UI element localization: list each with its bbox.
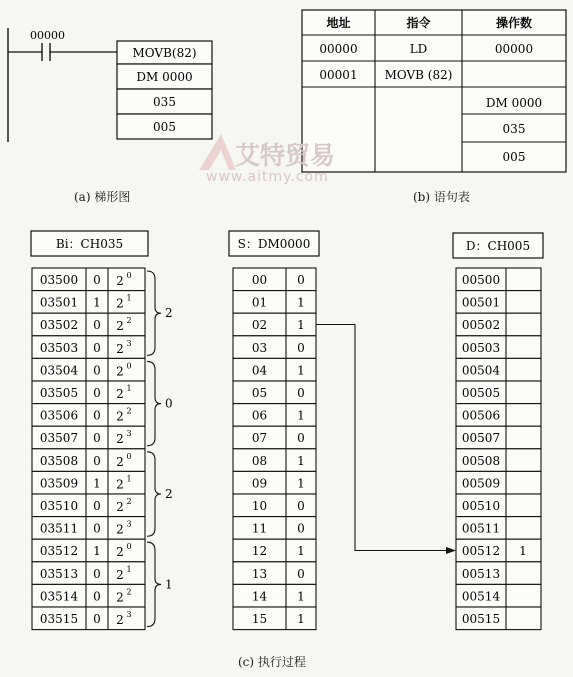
statement-cell: 035 [502,122,526,136]
bi-bit-value: 1 [93,295,101,310]
bi-weight-exponent: 3 [126,338,132,348]
s-rows [233,268,316,630]
d-bit-address: 00514 [461,589,501,604]
d-bit-address: 00506 [461,408,501,423]
bi-weight-exponent: 1 [126,293,132,303]
bi-bit-value: 0 [93,521,101,536]
s-bit-value: 1 [297,318,305,333]
bi-group-digit: 2 [165,487,173,501]
bi-bit-value: 0 [93,318,101,333]
s-bit-value: 1 [297,612,305,626]
bi-bit-value: 0 [93,340,101,355]
bi-weight-base: 2 [116,477,124,492]
statement-caption: (b) 语句表 [413,190,470,204]
statement-cell: 00000 [319,42,358,56]
s-bit-number: 03 [251,340,268,355]
statement-cell: 005 [502,150,526,164]
ladder-diagram [8,28,212,142]
bi-weight-base: 2 [116,409,124,424]
d-bit-address: 00502 [461,318,501,333]
d-bit-address: 00510 [461,499,501,513]
bi-table [31,231,173,630]
bi-weight-base: 2 [116,274,124,288]
statement-header-address: 地址 [326,16,351,30]
d-bit-address: 00503 [461,340,501,355]
s-bit-number: 15 [251,612,268,626]
s-bit-value: 1 [297,295,305,310]
bi-weight-base: 2 [116,454,124,469]
watermark-url: www.aitmy.com [206,169,329,185]
s-bit-number: 07 [251,431,268,446]
bi-group-digit: 0 [165,396,173,411]
bi-bit-value: 1 [93,476,101,491]
d-bit-address: 00505 [461,386,501,400]
transfer-arrow-head [446,547,456,554]
bi-bit-value: 0 [93,499,101,513]
s-bit-value: 0 [297,566,305,581]
instruction-operand-source: DM 0000 [136,70,193,84]
d-bit-address: 00513 [461,566,501,581]
s-bit-number: 02 [251,318,268,333]
bi-bit-address: 03502 [39,318,79,333]
bi-weight-exponent: 0 [126,271,132,280]
s-bit-value: 0 [297,386,305,400]
bi-rows [32,268,173,630]
bi-weight-exponent: 2 [126,316,132,326]
bi-group-digit: 2 [165,306,173,321]
instruction-operand-control: 035 [153,95,176,109]
statement-cell: 00001 [319,68,358,82]
bi-weight-exponent: 3 [126,429,132,439]
bi-bit-address: 03503 [39,340,79,355]
instruction-mnemonic: MOVB(82) [132,46,197,60]
bi-weight-exponent: 1 [126,474,132,484]
bi-bit-address: 03507 [39,431,79,446]
bi-group-digit: 1 [165,577,173,592]
bi-bit-address: 03511 [39,521,79,536]
bi-bit-value: 0 [93,453,101,468]
instruction-operand-destination: 005 [153,120,176,134]
bi-weight-base: 2 [116,296,124,311]
d-bit-address: 00507 [461,431,501,446]
bi-group-brace [147,271,161,355]
s-bit-number: 10 [251,499,268,513]
instruction-box [117,41,212,139]
s-bit-value: 1 [297,363,305,378]
statement-cell: LD [409,42,428,56]
s-bit-number: 06 [251,408,268,423]
bi-weight-base: 2 [116,567,124,582]
s-bit-number: 05 [251,386,268,400]
d-bit-value: 1 [519,544,527,559]
s-table [229,231,319,630]
s-bit-value: 1 [297,453,305,468]
bi-bit-address: 03510 [39,499,79,513]
d-bit-address: 00500 [461,273,501,287]
s-bit-number: 00 [251,273,268,287]
bi-weight-base: 2 [116,364,124,379]
bi-group-brace [147,452,161,536]
bi-weight-exponent: 2 [126,587,132,597]
bi-weight-exponent: 0 [126,361,132,371]
d-table [453,233,543,630]
s-bit-number: 14 [251,589,268,604]
statement-cell: DM 0000 [485,96,543,110]
ladder-caption: (a) 梯形图 [74,190,131,204]
bi-weight-base: 2 [116,432,124,447]
d-bit-address: 00509 [461,476,501,491]
statement-table-frame [302,10,566,172]
bi-bit-address: 03505 [39,386,79,400]
s-bit-value: 1 [297,476,305,491]
bi-bit-address: 03504 [39,363,79,378]
bi-bit-address: 03506 [39,408,79,423]
bi-weight-base: 2 [116,613,124,627]
bi-group-brace [147,542,161,626]
s-bit-number: 01 [251,295,268,310]
s-bit-number: 08 [251,453,268,468]
bi-weight-base: 2 [116,319,124,334]
bi-weight-base: 2 [116,522,124,537]
s-bit-value: 1 [297,544,305,559]
bi-bit-address: 03514 [39,589,79,604]
bi-bit-value: 0 [93,566,101,581]
statement-header-instruction: 指令 [406,16,431,30]
watermark-brand: 艾特贸易 [235,141,336,170]
s-bit-number: 12 [251,544,268,559]
s-bit-value: 0 [297,521,305,536]
bi-weight-base: 2 [116,545,124,560]
bi-weight-exponent: 1 [126,564,132,574]
bi-weight-exponent: 2 [126,497,132,506]
s-bit-number: 11 [251,521,268,536]
bi-bit-value: 0 [93,431,101,446]
bi-weight-exponent: 1 [126,384,132,393]
bi-bit-address: 03512 [39,544,79,559]
bi-weight-base: 2 [116,590,124,605]
bi-bit-value: 0 [93,612,101,626]
d-bit-address: 00511 [461,521,501,536]
d-bit-address: 00515 [461,612,501,626]
statement-header-operand: 操作数 [495,16,533,30]
s-bit-value: 0 [297,273,305,287]
d-bit-address: 00508 [461,453,501,468]
bi-bit-value: 0 [93,408,101,423]
s-bit-value: 1 [297,408,305,423]
bi-bit-address: 03515 [39,612,79,626]
contact-address-label: 00000 [30,29,65,42]
s-bit-number: 09 [251,476,268,491]
d-rows [456,268,541,630]
bi-weight-base: 2 [116,387,124,401]
bi-weight-base: 2 [116,341,124,356]
s-bit-value: 0 [297,340,305,355]
bi-bit-value: 0 [93,363,101,378]
statement-table [302,10,566,172]
bi-table-title: Bi：CH035 [55,237,124,251]
d-bit-address: 00501 [461,295,501,310]
statement-cell: 00000 [494,42,534,56]
bi-bit-value: 0 [93,386,101,400]
bi-weight-exponent: 3 [126,610,132,619]
bi-weight-exponent: 3 [126,519,132,529]
s-bit-number: 04 [251,363,268,378]
transfer-arrow [316,325,456,555]
statement-cell: MOVB (82) [384,68,453,82]
bi-weight-exponent: 0 [126,542,132,552]
bi-bit-address: 03500 [39,273,79,287]
bi-weight-exponent: 2 [126,406,132,416]
d-bit-address: 00512 [461,544,501,559]
transfer-arrow-line [316,325,447,551]
s-bit-number: 13 [251,566,268,581]
s-bit-value: 0 [297,431,305,446]
bi-bit-value: 0 [93,273,101,287]
bi-group-brace [147,361,161,445]
s-bit-value: 0 [297,499,305,513]
bi-bit-value: 0 [93,589,101,604]
bi-bit-address: 03508 [39,453,79,468]
bi-bit-address: 03513 [39,566,79,581]
process-caption: (c) 执行过程 [238,655,306,669]
s-table-title: S：DM0000 [237,237,311,251]
d-table-title: D：CH005 [465,239,531,253]
s-bit-value: 1 [297,589,305,604]
bi-weight-exponent: 0 [126,451,132,461]
bi-bit-address: 03509 [39,476,79,491]
bi-weight-base: 2 [116,500,124,514]
bi-bit-value: 1 [93,544,101,559]
d-bit-address: 00504 [461,363,501,378]
bi-bit-address: 03501 [39,295,79,310]
